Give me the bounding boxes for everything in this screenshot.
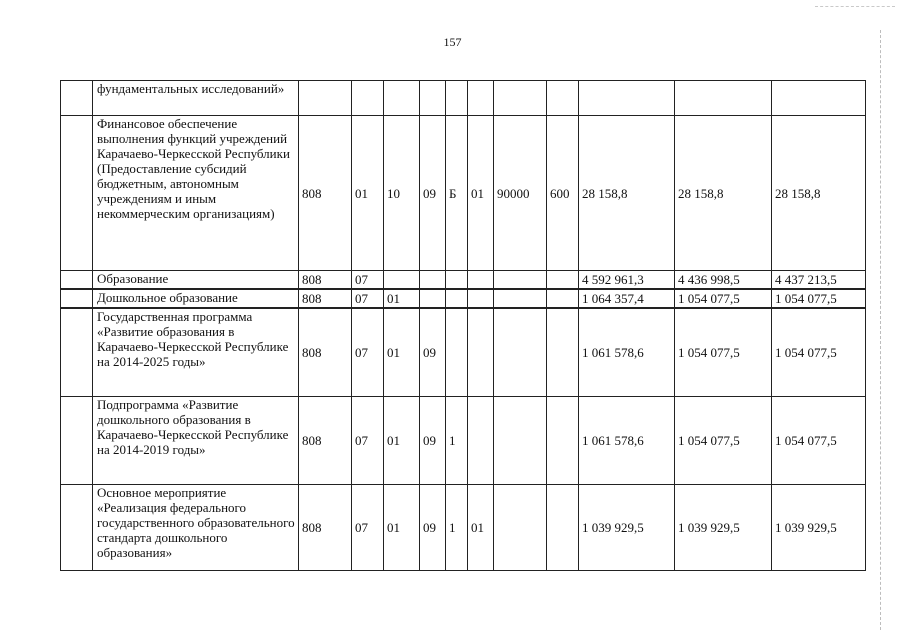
target-code-3 — [468, 271, 494, 290]
target-code-2: Б — [446, 116, 468, 271]
sum-year-3: 1 039 929,5 — [772, 485, 866, 571]
pr-code — [384, 271, 420, 290]
table-row — [61, 289, 866, 308]
pr-code: 10 — [384, 116, 420, 271]
sum-year-2: 1 054 077,5 — [675, 289, 772, 308]
gr-code: 808 — [299, 116, 352, 271]
item-name: Государственная программа «Развитие образования в Карачаево-Черкесской Республике на 2014-2025 годы» — [93, 308, 299, 397]
index-cell — [61, 308, 93, 397]
rz-code: 07 — [352, 485, 384, 571]
target-code-1: 09 — [420, 397, 446, 485]
item-name: фундаментальных исследований» — [93, 81, 299, 116]
sum-year-2: 1 039 929,5 — [675, 485, 772, 571]
vr-code — [547, 397, 579, 485]
gr-code: 808 — [299, 271, 352, 290]
sum-year-1: 1 061 578,6 — [579, 397, 675, 485]
target-code-4 — [494, 308, 547, 397]
target-code-3 — [468, 397, 494, 485]
target-code-4 — [494, 485, 547, 571]
vr-code — [547, 485, 579, 571]
sum-year-2: 1 054 077,5 — [675, 397, 772, 485]
item-name: Образование — [93, 271, 299, 290]
target-code-2 — [446, 308, 468, 397]
target-code-4: 90000 — [494, 116, 547, 271]
target-code-4 — [494, 271, 547, 290]
rz-code: 07 — [352, 308, 384, 397]
gr-code: 808 — [299, 289, 352, 308]
vr-code — [547, 271, 579, 290]
sum-year-3: 1 054 077,5 — [772, 289, 866, 308]
target-code-4 — [494, 397, 547, 485]
target-code-2 — [446, 289, 468, 308]
vr-code — [547, 308, 579, 397]
index-cell — [61, 397, 93, 485]
gr-code: 808 — [299, 308, 352, 397]
rz-code: 01 — [352, 116, 384, 271]
gr-code: 808 — [299, 397, 352, 485]
sum-year-1: 1 039 929,5 — [579, 485, 675, 571]
rz-code: 07 — [352, 271, 384, 290]
item-name: Финансовое обеспечение выполнения функций учреждений Карачаево-Черкесской Республики (Предоставление субсидий бюджетным, автономным учреждениям и иным некоммерческим организациям) — [93, 116, 299, 271]
target-code-1 — [420, 289, 446, 308]
target-code-3 — [468, 308, 494, 397]
sum-year-1: 1 061 578,6 — [579, 308, 675, 397]
sum-year-1: 1 064 357,4 — [579, 289, 675, 308]
sum-year-1: 4 592 961,3 — [579, 271, 675, 290]
item-name: Основное мероприятие «Реализация федерального государственного образовательного стандарта дошкольного образования» — [93, 485, 299, 571]
rz-code: 07 — [352, 397, 384, 485]
target-code-3: 01 — [468, 116, 494, 271]
vr-code — [547, 81, 579, 116]
gr-code: 808 — [299, 485, 352, 571]
sum-year-2: 4 436 998,5 — [675, 271, 772, 290]
item-name: Дошкольное образование — [93, 289, 299, 308]
scan-edge-mark — [815, 6, 895, 7]
table-row — [61, 81, 866, 116]
target-code-3 — [468, 289, 494, 308]
sum-year-3 — [772, 81, 866, 116]
sum-year-3: 4 437 213,5 — [772, 271, 866, 290]
index-cell — [61, 271, 93, 290]
target-code-4 — [494, 81, 547, 116]
table-row — [61, 397, 866, 485]
target-code-2: 1 — [446, 397, 468, 485]
target-code-1: 09 — [420, 116, 446, 271]
sum-year-1 — [579, 81, 675, 116]
pr-code: 01 — [384, 485, 420, 571]
target-code-1: 09 — [420, 308, 446, 397]
target-code-1: 09 — [420, 485, 446, 571]
table-row — [61, 271, 866, 290]
vr-code: 600 — [547, 116, 579, 271]
sum-year-2 — [675, 81, 772, 116]
rz-code — [352, 81, 384, 116]
target-code-2: 1 — [446, 485, 468, 571]
pr-code: 01 — [384, 289, 420, 308]
index-cell — [61, 289, 93, 308]
target-code-2 — [446, 81, 468, 116]
table-row — [61, 116, 866, 271]
target-code-1 — [420, 81, 446, 116]
page-number: 157 — [443, 35, 462, 49]
scan-edge-line — [880, 30, 881, 630]
target-code-4 — [494, 289, 547, 308]
item-name: Подпрограмма «Развитие дошкольного образования в Карачаево-Черкесской Республике на 2014-2019 годы» — [93, 397, 299, 485]
index-cell — [61, 81, 93, 116]
target-code-3 — [468, 81, 494, 116]
target-code-3: 01 — [468, 485, 494, 571]
pr-code: 01 — [384, 308, 420, 397]
sum-year-1: 28 158,8 — [579, 116, 675, 271]
target-code-1 — [420, 271, 446, 290]
sum-year-2: 28 158,8 — [675, 116, 772, 271]
index-cell — [61, 116, 93, 271]
sum-year-3: 1 054 077,5 — [772, 397, 866, 485]
sum-year-3: 28 158,8 — [772, 116, 866, 271]
sum-year-2: 1 054 077,5 — [675, 308, 772, 397]
index-cell — [61, 485, 93, 571]
gr-code — [299, 81, 352, 116]
table-row — [61, 485, 866, 571]
table-row — [61, 308, 866, 397]
sum-year-3: 1 054 077,5 — [772, 308, 866, 397]
pr-code — [384, 81, 420, 116]
target-code-2 — [446, 271, 468, 290]
budget-table — [60, 80, 866, 571]
rz-code: 07 — [352, 289, 384, 308]
pr-code: 01 — [384, 397, 420, 485]
vr-code — [547, 289, 579, 308]
